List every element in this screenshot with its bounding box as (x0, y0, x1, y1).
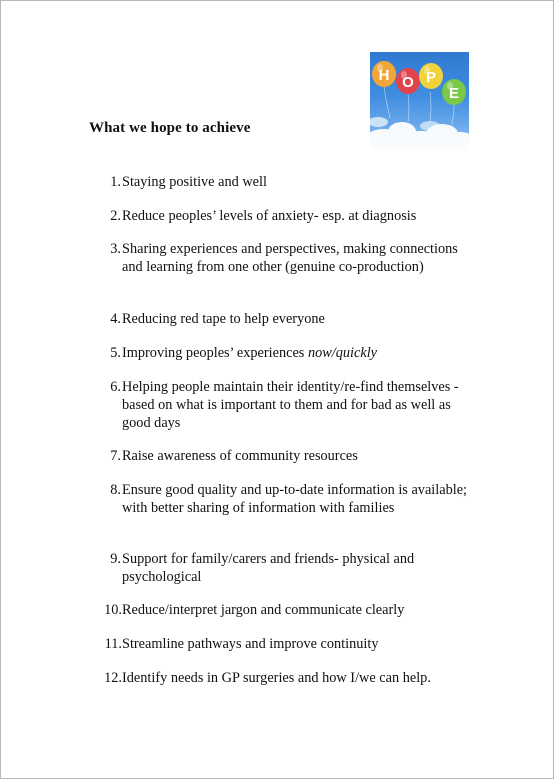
list-item-number: 6. (110, 379, 121, 395)
list-item-number: 5. (110, 345, 121, 361)
list-item (99, 240, 469, 276)
list-item (99, 550, 469, 586)
svg-text:E: E (448, 85, 460, 102)
list-item-text: Reduce peoples’ levels of anxiety- esp. at diagnosis (122, 208, 417, 224)
list-item (99, 173, 469, 191)
list-item-number: 10. (104, 602, 122, 618)
list-item-text: Helping people maintain their identity/re-find themselves - based on what is important to them and for bad as well as good days (122, 379, 459, 431)
list-item-number: 12. (104, 670, 122, 686)
list-item (99, 378, 469, 432)
list-item-emphasis: now/quickly (307, 345, 378, 361)
page-heading: What we hope to achieve (89, 120, 251, 136)
list-item (99, 481, 469, 517)
list-item-text: Raise awareness of community resources (122, 448, 358, 464)
list-item-text: Sharing experiences and perspectives, making connections and learning from one other (genuine co-production) (122, 241, 458, 275)
list-item-text: Ensure good quality and up-to-date information is available; with better sharing of information with families (122, 482, 468, 516)
list-item (99, 635, 469, 653)
svg-text:H: H (378, 67, 390, 84)
list-item (99, 447, 469, 465)
list-item-text: Reducing red tape to help everyone (122, 311, 325, 327)
list-item-text: Streamline pathways and improve continuity (122, 636, 379, 652)
svg-text:P: P (425, 69, 437, 86)
list-item-text: Support for family/carers and friends- physical and psychological (122, 551, 415, 585)
list-item-number: 7. (110, 448, 121, 464)
goals-list (1, 1, 553, 778)
list-item-number: 2. (110, 208, 121, 224)
list-item-number: 8. (110, 482, 121, 498)
list-item (99, 601, 469, 619)
list-item-number: 9. (110, 551, 121, 567)
list-item-text: Reduce/interpret jargon and communicate clearly (122, 602, 405, 618)
list-item-number: 11. (104, 636, 122, 652)
list-item-number: 1. (110, 174, 121, 190)
list-item (99, 344, 469, 362)
list-item-number: 4. (110, 311, 121, 327)
list-item-text: Staying positive and well (122, 174, 267, 190)
list-item-text: Identify needs in GP surgeries and how I/we can help. (122, 670, 431, 686)
svg-text:O: O (402, 74, 414, 91)
list-item (99, 669, 469, 687)
list-item-number: 3. (110, 241, 121, 257)
list-item (99, 207, 469, 225)
list-item (99, 310, 469, 328)
list-item-text: Improving peoples’ experiences (122, 345, 308, 361)
